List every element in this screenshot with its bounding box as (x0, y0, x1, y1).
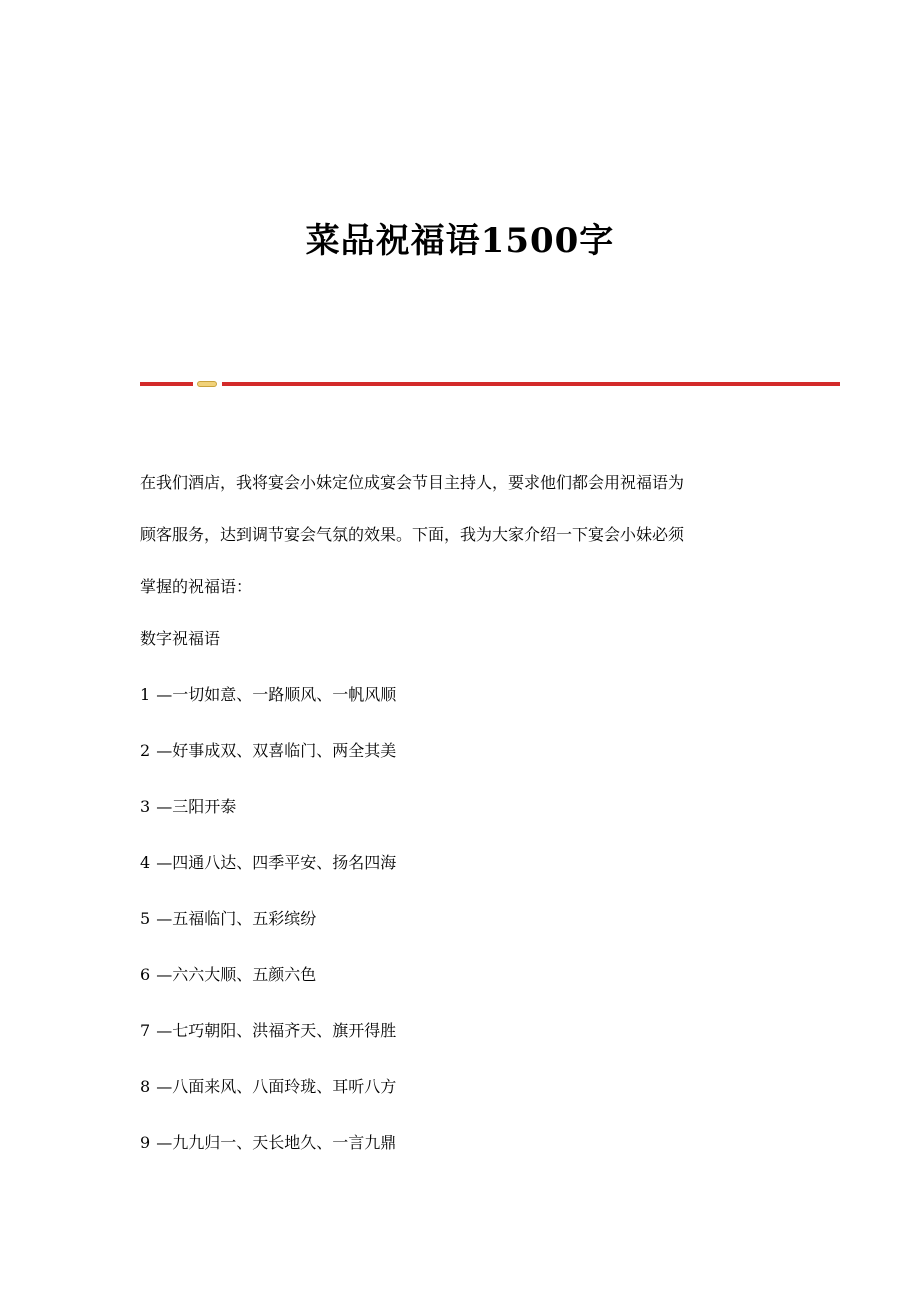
list-item (140, 793, 800, 821)
list-item (140, 681, 800, 709)
list-item (140, 961, 800, 989)
list-item-number: 6 (140, 965, 151, 984)
intro-paragraph (140, 469, 800, 601)
list-item-number: 9 (140, 1133, 151, 1152)
list-item-text: —九九归一、天长地久、一言九鼎 (156, 1133, 397, 1152)
list-item-number: 8 (140, 1077, 151, 1096)
list-item-text: —八面来风、八面玲珑、耳听八方 (156, 1077, 397, 1096)
list-item-number: 3 (140, 797, 151, 816)
page-title: 菜品祝福语1500字 (305, 221, 615, 261)
intro-line: 掌握的祝福语： (140, 577, 253, 596)
intro-line: 顾客服务，达到调节宴会气氛的效果。下面，我为大家介绍一下宴会小妹必须 (140, 525, 685, 544)
list-item (140, 849, 800, 877)
list-item-number: 7 (140, 1021, 151, 1040)
divider-bar-right (222, 382, 840, 386)
list-item-number: 4 (140, 853, 151, 872)
list-item (140, 737, 800, 765)
section-heading: 数字祝福语 (140, 629, 221, 648)
list-item-text: —好事成双、双喜临门、两全其美 (156, 741, 397, 760)
list-item-number: 1 (140, 685, 151, 704)
list-item-text: —四通八达、四季平安、扬名四海 (156, 853, 397, 872)
list-item-text: —三阳开泰 (156, 797, 237, 816)
list-item-text: —七巧朝阳、洪福齐天、旗开得胜 (156, 1021, 397, 1040)
list-item (140, 1073, 800, 1101)
list-item-number: 5 (140, 909, 151, 928)
list-item (140, 1017, 800, 1045)
list-item (140, 1129, 800, 1157)
list-item-text: —一切如意、一路顺风、一帆风顺 (156, 685, 397, 704)
document-body (140, 469, 800, 1157)
list-item-text: —六六大顺、五颜六色 (156, 965, 317, 984)
intro-line: 在我们酒店，我将宴会小妹定位成宴会节目主持人，要求他们都会用祝福语为 (140, 473, 685, 492)
divider-ornament-icon (197, 381, 217, 387)
list-item-text: —五福临门、五彩缤纷 (156, 909, 317, 928)
list-item (140, 905, 800, 933)
list-item-number: 2 (140, 741, 151, 760)
divider-bar-left (140, 382, 193, 386)
title-divider (140, 381, 840, 387)
